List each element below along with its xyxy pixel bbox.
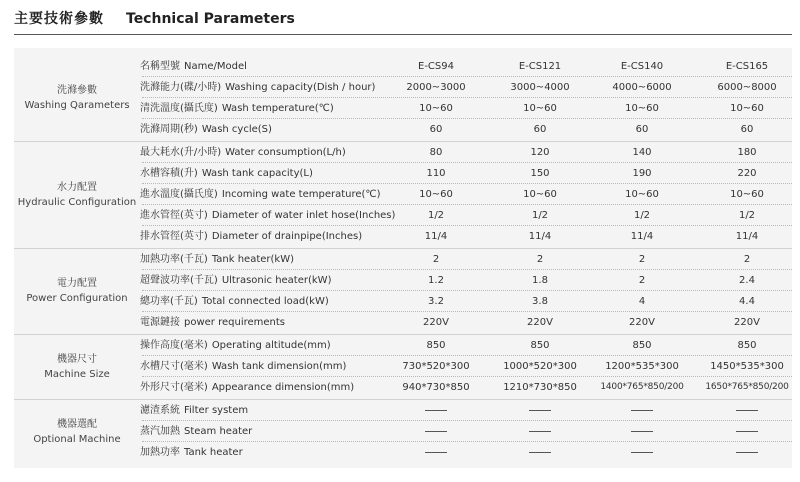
parameter-label — [140, 226, 362, 247]
dash-mark — [529, 452, 551, 453]
value-cell: 2 — [638, 275, 646, 286]
parameter-label-chinese: 名稱型號 — [140, 61, 180, 72]
value-cell: 1/2 — [738, 210, 756, 221]
value-cell: 150 — [530, 168, 550, 179]
parameter-label-english: Ultrasonic heater(kW) — [221, 275, 332, 286]
parameter-label — [140, 163, 313, 184]
parameter-label — [140, 119, 272, 140]
dash-mark — [736, 410, 758, 411]
value-cell: 2 — [638, 254, 646, 265]
parameter-label — [140, 421, 252, 442]
category-name-chinese: 機器尺寸 — [57, 353, 97, 365]
header-rule — [14, 34, 792, 35]
category-name-chinese: 洗滌參數 — [57, 85, 97, 96]
table-row — [140, 335, 792, 356]
value-cell: 10~60 — [625, 189, 659, 200]
value-cell: 220V — [629, 317, 655, 328]
table-row — [140, 291, 792, 312]
table-row — [140, 205, 792, 226]
parameter-label-chinese: 外形尺寸(毫米) — [140, 382, 208, 393]
title-chinese: 主要技術參數 — [14, 11, 104, 27]
value-cell: 850 — [426, 340, 446, 351]
value-cell: 3000~4000 — [510, 82, 570, 93]
value-cell: 110 — [426, 168, 446, 179]
parameter-label-chinese: 清洗溫度(攝氏度) — [140, 103, 218, 114]
table-row — [140, 163, 792, 184]
value-cell: 10~60 — [730, 189, 764, 200]
parameter-label-chinese: 總功率(千瓦) — [140, 296, 198, 307]
value-cell: 10~60 — [419, 189, 453, 200]
parameter-label-english: power requirements — [184, 317, 286, 328]
category-label — [14, 56, 140, 140]
dash-mark — [425, 452, 447, 453]
parameter-label — [140, 249, 294, 270]
value-cell: 850 — [530, 340, 550, 351]
category-name-english: Hydraulic Configuration — [17, 196, 137, 208]
dash-mark — [736, 452, 758, 453]
parameter-label — [140, 98, 334, 119]
value-cell: 11/4 — [528, 231, 552, 242]
not-included-dash — [492, 442, 588, 463]
parameter-label-english: Tank heater(kW) — [211, 254, 294, 265]
not-included-dash — [382, 400, 490, 421]
dash-mark — [631, 431, 653, 432]
technical-parameters-table — [14, 48, 792, 468]
not-included-dash — [696, 400, 798, 421]
parameter-label — [140, 270, 331, 291]
value-cell: 220 — [737, 168, 757, 179]
parameter-label-english: Incoming wate temperature(℃) — [221, 189, 381, 200]
table-row — [140, 356, 792, 377]
value-cell: E-CS121 — [518, 61, 562, 72]
parameter-label-chinese: 進水管徑(英寸) — [140, 210, 208, 221]
value-cell: 940*730*850 — [402, 382, 470, 393]
dash-mark — [631, 410, 653, 411]
not-included-dash — [492, 400, 588, 421]
parameter-label — [140, 335, 331, 356]
category-label — [14, 335, 140, 398]
table-row — [140, 226, 792, 247]
table-row — [140, 56, 792, 77]
parameter-label — [140, 356, 346, 377]
dash-mark — [425, 431, 447, 432]
parameter-label-english: Wash cycle(S) — [201, 124, 272, 135]
category-label — [14, 142, 140, 247]
value-cell: 1/2 — [531, 210, 549, 221]
category-label — [14, 400, 140, 463]
not-included-dash — [592, 442, 692, 463]
value-cell: 1200*535*300 — [605, 361, 679, 372]
parameter-label-english: Diameter of drainpipe(Inches) — [211, 231, 363, 242]
value-cell: 190 — [632, 168, 652, 179]
value-cell: 80 — [429, 147, 443, 158]
value-cell: 4.4 — [739, 296, 755, 307]
table-row — [140, 119, 792, 140]
parameter-label-english: Operating altitude(mm) — [211, 340, 331, 351]
value-cell: 2 — [536, 254, 544, 265]
value-cell: 4 — [638, 296, 646, 307]
value-cell: E-CS165 — [725, 61, 769, 72]
parameter-label-chinese: 水槽容積(升) — [140, 168, 198, 179]
parameter-label-english: Appearance dimension(mm) — [211, 382, 355, 393]
parameter-label — [140, 77, 375, 98]
value-cell: 1450*535*300 — [710, 361, 784, 372]
value-cell: 10~60 — [523, 189, 557, 200]
category-name-english: Power Configuration — [26, 293, 128, 304]
parameter-label-english: Tank heater — [184, 447, 243, 458]
parameter-label-english: Filter system — [184, 405, 249, 416]
value-cell: E-CS94 — [418, 61, 454, 72]
not-included-dash — [696, 442, 798, 463]
value-cell: 60 — [533, 124, 547, 135]
dash-mark — [425, 410, 447, 411]
value-cell: 1/2 — [633, 210, 651, 221]
value-cell: 60 — [429, 124, 443, 135]
value-cell: E-CS140 — [620, 61, 664, 72]
category-name-english: Optional Machine — [33, 433, 121, 445]
table-row — [140, 184, 792, 205]
value-cell: 220V — [423, 317, 449, 328]
parameter-label-english: Wash temperature(℃) — [221, 103, 334, 114]
parameter-label-english: Diameter of water inlet hose(Inches) — [211, 210, 396, 221]
parameter-label-chinese: 加熱功率(千瓦) — [140, 254, 208, 265]
parameter-label — [140, 312, 285, 333]
value-cell: 1.8 — [532, 275, 548, 286]
parameter-label — [140, 400, 248, 421]
not-included-dash — [492, 421, 588, 442]
table-row — [140, 377, 792, 398]
value-cell: 60 — [635, 124, 649, 135]
parameter-label-english: Steam heater — [184, 426, 253, 437]
dash-mark — [529, 431, 551, 432]
value-cell: 60 — [740, 124, 754, 135]
value-cell: 220V — [527, 317, 553, 328]
table-row — [140, 98, 792, 119]
category-label — [14, 249, 140, 333]
parameter-label-chinese: 水槽尺寸(毫米) — [140, 361, 208, 372]
value-cell: 730*520*300 — [402, 361, 470, 372]
table-row — [140, 270, 792, 291]
value-cell: 11/4 — [735, 231, 759, 242]
category-name-english: Machine Size — [44, 368, 110, 380]
category-name-chinese: 水力配置 — [57, 181, 97, 193]
not-included-dash — [382, 442, 490, 463]
parameter-label-chinese: 最大耗水(升/小時) — [140, 147, 222, 158]
value-cell: 3.8 — [532, 296, 548, 307]
value-cell: 10~60 — [523, 103, 557, 114]
value-cell: 850 — [632, 340, 652, 351]
parameter-label-english: Washing capacity(Dish / hour) — [225, 82, 376, 93]
not-included-dash — [592, 421, 692, 442]
value-cell: 2 — [743, 254, 751, 265]
table-row — [140, 142, 792, 163]
table-row — [140, 312, 792, 333]
category-name-chinese: 機器選配 — [57, 418, 97, 430]
table-row — [140, 421, 792, 442]
category-name-chinese: 電力配置 — [57, 278, 97, 289]
value-cell: 1650*765*850/200 — [705, 382, 789, 392]
parameter-label — [140, 291, 329, 312]
value-cell: 11/4 — [424, 231, 448, 242]
value-cell: 3.2 — [428, 296, 444, 307]
value-cell: 1000*520*300 — [503, 361, 577, 372]
not-included-dash — [382, 421, 490, 442]
value-cell: 850 — [737, 340, 757, 351]
title-english: Technical Parameters — [126, 11, 295, 27]
value-cell: 180 — [737, 147, 757, 158]
parameter-label — [140, 442, 243, 463]
parameter-label — [140, 377, 354, 398]
parameter-label-english: Water consumption(L/h) — [225, 147, 346, 158]
parameter-label-chinese: 排水管徑(英寸) — [140, 231, 208, 242]
parameter-label — [140, 184, 381, 205]
parameter-label-english: Wash tank capacity(L) — [201, 168, 313, 179]
parameter-label-english: Wash tank dimension(mm) — [211, 361, 347, 372]
table-row — [140, 442, 792, 463]
value-cell: 10~60 — [625, 103, 659, 114]
parameter-label-chinese: 濾渣系統 — [140, 405, 180, 416]
parameter-label-chinese: 洗滌周期(秒) — [140, 124, 198, 135]
parameter-label-chinese: 蒸汽加熱 — [140, 426, 180, 437]
value-cell: 2.4 — [739, 275, 755, 286]
not-included-dash — [696, 421, 798, 442]
table-row — [140, 249, 792, 270]
page-header — [14, 8, 295, 30]
value-cell: 2 — [432, 254, 440, 265]
value-cell: 10~60 — [419, 103, 453, 114]
value-cell: 2000~3000 — [406, 82, 466, 93]
value-cell: 220V — [734, 317, 760, 328]
parameter-label-chinese: 超聲波功率(千瓦) — [140, 275, 218, 286]
parameter-label-english: Name/Model — [184, 61, 247, 72]
value-cell: 4000~6000 — [612, 82, 672, 93]
value-cell: 10~60 — [730, 103, 764, 114]
category-name-english: Washing Qarameters — [24, 100, 130, 111]
dash-mark — [631, 452, 653, 453]
value-cell: 11/4 — [630, 231, 654, 242]
parameter-label-chinese: 電源鏈接 — [140, 317, 180, 328]
not-included-dash — [592, 400, 692, 421]
value-cell: 140 — [632, 147, 652, 158]
value-cell: 6000~8000 — [717, 82, 777, 93]
value-cell: 1210*730*850 — [503, 382, 577, 393]
parameter-label-chinese: 洗滌能力(碟/小時) — [140, 82, 222, 93]
parameter-label — [140, 205, 395, 226]
value-cell: 1400*765*850/200 — [600, 382, 684, 392]
parameter-label — [140, 142, 346, 163]
dash-mark — [736, 431, 758, 432]
parameter-label-chinese: 加熱功率 — [140, 447, 180, 458]
parameter-label-english: Total connected load(kW) — [201, 296, 329, 307]
value-cell: 1.2 — [428, 275, 444, 286]
dash-mark — [529, 410, 551, 411]
parameter-label-chinese: 操作高度(毫米) — [140, 340, 208, 351]
table-row — [140, 400, 792, 421]
parameter-label — [140, 56, 247, 77]
value-cell: 1/2 — [427, 210, 445, 221]
table-row — [140, 77, 792, 98]
parameter-label-chinese: 進水溫度(攝氏度) — [140, 189, 218, 200]
value-cell: 120 — [530, 147, 550, 158]
